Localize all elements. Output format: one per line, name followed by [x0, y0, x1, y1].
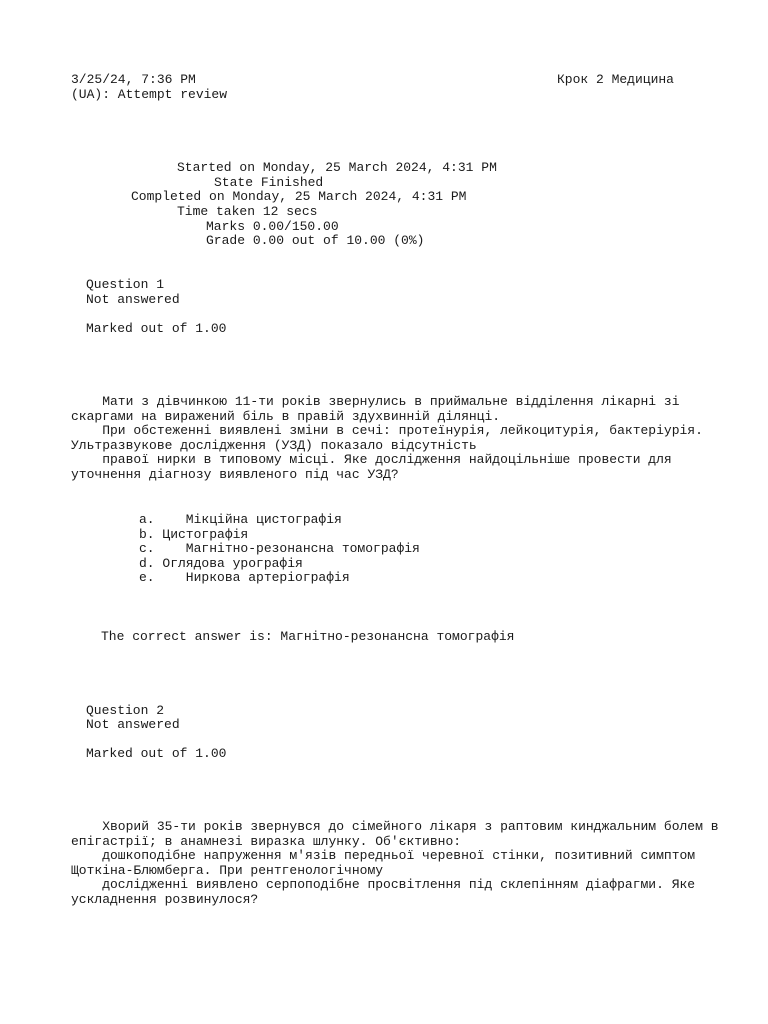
question-marked: Marked out of 1.00 — [86, 746, 227, 761]
question-title: Question 1 — [86, 277, 165, 292]
question-text-line: епігастрії; в анамнезі виразка шлунку. Об'єктивно: — [71, 833, 462, 849]
question-text-line: Ультразвукове дослідження (УЗД) показало відсутність — [71, 437, 477, 453]
summary-state-label: State — [214, 175, 254, 190]
summary-time-value: 12 secs — [262, 204, 318, 219]
document-title: Крок 2 Медицина — [556, 72, 674, 87]
question-text-line: Щоткіна-Блюмберга. При рентгенологічному — [71, 862, 384, 878]
summary-completed-label: Completed on — [131, 189, 225, 204]
correct-answer: The correct answer is: Магнітно-резонансна томографія — [101, 629, 515, 644]
answer-option-b: b. Цистографія — [139, 527, 249, 542]
answer-option-d: d. Оглядова урографія — [139, 556, 303, 571]
question-text-line: Хворий 35-ти років звернувся до сімейного лікаря з раптовим кинджальним болем в — [71, 819, 719, 834]
summary-started-value: Monday, 25 March 2024, 4:31 PM — [262, 160, 497, 175]
summary-completed — [131, 190, 466, 205]
summary-started — [177, 161, 497, 176]
question-text-line: При обстеженні виявлені зміни в сечі: протеїнурія, лейкоцитурія, бактеріурія. — [71, 423, 703, 439]
question-text-line: правої нирки в типовому місці. Яке дослідження найдоцільніше провести для — [71, 452, 672, 468]
summary-completed-value: Monday, 25 March 2024, 4:31 PM — [232, 189, 467, 204]
question-text — [71, 819, 719, 908]
summary-state-value: Finished — [260, 175, 324, 190]
question-text-line: дошкоподібне напруження м'язів передньої черевної стінки, позитивний симптом — [71, 848, 696, 864]
question-text-line: дослідженні виявлено серпоподібне просвітлення під склепінням діафрагми. Яке — [71, 877, 696, 893]
question-text-line: уточнення діагнозу виявленого під час УЗД? — [71, 466, 399, 482]
answer-option-c: c. Магнітно-резонансна томографія — [139, 541, 420, 556]
summary-grade-value: 0.00 out of 10.00 (0%) — [252, 233, 425, 248]
question-text-line: скаргами на виражений біль в правій здухвинній ділянці. — [71, 408, 501, 424]
summary-marks-value: 0.00/150.00 — [252, 219, 339, 234]
summary-time-taken — [177, 205, 317, 220]
question-status: Not answered — [86, 292, 180, 307]
summary-started-label: Started on — [177, 160, 256, 175]
print-datetime: 3/25/24, 7:36 PM — [71, 72, 196, 87]
question-title: Question 2 — [86, 703, 165, 718]
summary-time-label: Time taken — [177, 204, 256, 219]
question-text-line: ускладнення розвинулося? — [71, 891, 259, 907]
document-title-continued: (UA): Attempt review — [71, 87, 228, 102]
summary-grade — [206, 234, 424, 249]
summary-marks-label: Marks — [206, 219, 246, 234]
answer-option-a: a. Мікційна цистографія — [139, 512, 342, 527]
question-text-line: Мати з дівчинкою 11-ти років звернулись в приймальне відділення лікарні зі — [71, 394, 680, 409]
question-marked: Marked out of 1.00 — [86, 321, 227, 336]
summary-grade-label: Grade — [206, 233, 246, 248]
question-status: Not answered — [86, 717, 180, 732]
answer-option-e: e. Ниркова артеріографія — [139, 570, 350, 585]
question-text — [71, 395, 711, 483]
